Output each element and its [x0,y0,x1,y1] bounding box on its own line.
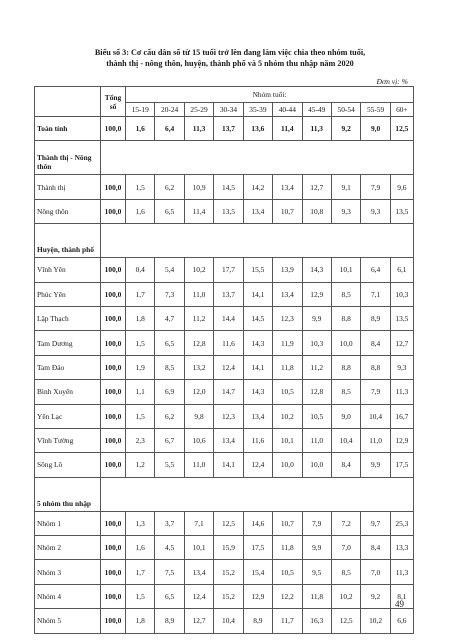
row-total: 100,0 [101,584,126,608]
cell-value: 13,4 [243,199,272,223]
row-label: Vĩnh Yên [35,258,101,282]
cell-value: 12,2 [273,584,302,608]
cell-value: 7,3 [155,282,184,306]
row-total: 100,0 [101,355,126,379]
cell-value: 6,5 [155,584,184,608]
cell-value: 7,2 [331,511,360,535]
row-label: Thành thị [35,175,101,199]
cell-value: 1,6 [126,536,155,560]
cell-value: 14,7 [214,380,243,404]
cell-value: 11,3 [390,380,413,404]
row-total: 100,0 [101,609,126,633]
cell-value: 12,3 [273,306,302,330]
cell-value: 9,2 [331,117,360,141]
cell-value: 4,5 [155,536,184,560]
row-label: Tam Dương [35,331,101,355]
table-row [35,380,414,404]
cell-value: 0,4 [126,258,155,282]
cell-value: 11,2 [184,306,213,330]
table-row [35,258,414,282]
header-age-group: Nhóm tuổi: [126,87,414,103]
cell-value: 13,4 [273,282,302,306]
table-row [35,560,414,584]
cell-value: 9,9 [302,306,331,330]
cell-value: 16,7 [390,404,413,428]
cell-value: 10,0 [302,453,331,477]
section-row [35,477,414,511]
section-row [35,141,414,175]
row-total: 100,0 [101,306,126,330]
row-label: Tam Đảo [35,355,101,379]
cell-value: 8,5 [331,380,360,404]
row-label: Nông thôn [35,199,101,223]
cell-value: 10,0 [331,331,360,355]
cell-value: 13,6 [243,117,272,141]
row-total: 100,0 [101,511,126,535]
cell-value: 11,6 [214,331,243,355]
cell-value: 12,9 [243,584,272,608]
cell-value: 1,8 [126,306,155,330]
cell-value: 1,6 [126,199,155,223]
cell-value: 15,2 [214,560,243,584]
cell-value: 6,6 [390,609,413,633]
cell-value: 10,3 [302,331,331,355]
cell-value: 8,9 [361,306,390,330]
cell-value: 14,2 [243,175,272,199]
cell-value: 14,3 [243,380,272,404]
cell-value: 12,7 [390,331,413,355]
header-age-3: 30-34 [214,103,243,117]
cell-value: 13,9 [273,258,302,282]
cell-value: 12,0 [184,380,213,404]
row-label: Sông Lô [35,453,101,477]
cell-value: 10,4 [331,428,360,452]
cell-value: 9,3 [331,199,360,223]
cell-value: 9,0 [361,117,390,141]
cell-value: 10,8 [302,199,331,223]
cell-value: 11,0 [302,428,331,452]
cell-value: 15,2 [214,584,243,608]
cell-value: 10,2 [331,584,360,608]
cell-value: 9,3 [361,199,390,223]
cell-value: 5,4 [155,258,184,282]
cell-value: 17,5 [243,536,272,560]
cell-value: 7,1 [184,511,213,535]
row-label: Bình Xuyên [35,380,101,404]
row-label: Nhóm 5 [35,609,101,633]
cell-value: 14,5 [214,175,243,199]
cell-value: 12,4 [214,355,243,379]
section-blank [101,477,414,511]
table-row [35,453,414,477]
cell-value: 14,1 [243,355,272,379]
cell-value: 6,1 [390,258,413,282]
cell-value: 17,7 [214,258,243,282]
row-total: 100,0 [101,331,126,355]
cell-value: 10,1 [331,258,360,282]
table-row [35,306,414,330]
table-title [40,47,420,69]
cell-value: 6,2 [155,404,184,428]
cell-value: 9,6 [390,175,413,199]
cell-value: 10,5 [273,560,302,584]
table-row [35,117,414,141]
table-row [35,584,414,608]
cell-value: 25,3 [390,511,413,535]
cell-value: 8,9 [155,609,184,633]
cell-value: 14,3 [302,258,331,282]
cell-value: 8,8 [331,306,360,330]
cell-value: 10,2 [361,609,390,633]
cell-value: 8,1 [390,584,413,608]
row-total: 100,0 [101,428,126,452]
header-empty [35,87,101,117]
cell-value: 3,7 [155,511,184,535]
cell-value: 15,4 [243,560,272,584]
cell-value: 14,6 [243,511,272,535]
row-label: Yên Lạc [35,404,101,428]
cell-value: 8,8 [331,355,360,379]
cell-value: 6,4 [361,258,390,282]
cell-value: 14,5 [243,306,272,330]
cell-value: 10,1 [184,536,213,560]
cell-value: 12,4 [184,584,213,608]
cell-value: 12,5 [214,511,243,535]
page-number: 49 [395,599,404,609]
cell-value: 13,4 [273,175,302,199]
table-row [35,355,414,379]
cell-value: 7,5 [155,560,184,584]
header-age-8: 55-59 [361,103,390,117]
cell-value: 1,7 [126,560,155,584]
row-label: Nhóm 4 [35,584,101,608]
row-label: Vĩnh Tường [35,428,101,452]
cell-value: 10,7 [273,511,302,535]
row-label: Nhóm 1 [35,511,101,535]
cell-value: 9,5 [302,560,331,584]
cell-value: 12,7 [302,175,331,199]
cell-value: 1,8 [126,609,155,633]
cell-value: 11,7 [273,609,302,633]
section-row [35,224,414,258]
row-total: 100,0 [101,117,126,141]
cell-value: 10,5 [273,380,302,404]
cell-value: 7,9 [361,175,390,199]
cell-value: 11,3 [390,560,413,584]
cell-value: 12,8 [302,380,331,404]
row-label: Nhóm 2 [35,536,101,560]
cell-value: 1,7 [126,282,155,306]
cell-value: 1,3 [126,511,155,535]
cell-value: 1,5 [126,175,155,199]
cell-value: 11,2 [302,355,331,379]
cell-value: 11,0 [361,428,390,452]
cell-value: 10,4 [214,609,243,633]
cell-value: 13,4 [184,560,213,584]
cell-value: 11,3 [184,117,213,141]
cell-value: 12,5 [390,117,413,141]
cell-value: 11,4 [184,199,213,223]
cell-value: 1,2 [126,453,155,477]
cell-value: 9,7 [361,511,390,535]
cell-value: 2,3 [126,428,155,452]
cell-value: 6,4 [155,117,184,141]
cell-value: 7,0 [361,560,390,584]
cell-value: 10,9 [184,175,213,199]
cell-value: 11,3 [302,117,331,141]
cell-value: 8,4 [361,536,390,560]
section-blank [101,141,414,175]
cell-value: 1,6 [126,117,155,141]
cell-value: 5,5 [155,453,184,477]
cell-value: 10,1 [273,428,302,452]
cell-value: 11,9 [273,331,302,355]
cell-value: 13,2 [184,355,213,379]
cell-value: 1,5 [126,404,155,428]
section-label: Huyện, thành phố [35,224,101,258]
cell-value: 12,3 [214,404,243,428]
cell-value: 4,7 [155,306,184,330]
row-total: 100,0 [101,453,126,477]
row-label: Lập Thạch [35,306,101,330]
cell-value: 11,8 [273,536,302,560]
cell-value: 9,9 [302,536,331,560]
header-age-6: 45-49 [302,103,331,117]
cell-value: 10,3 [390,282,413,306]
header-total: Tổng số [101,87,126,117]
cell-value: 8,5 [331,282,360,306]
table-row [35,404,414,428]
cell-value: 10,5 [302,404,331,428]
cell-value: 1,5 [126,331,155,355]
cell-value: 10,2 [184,258,213,282]
cell-value: 6,9 [155,380,184,404]
cell-value: 1,9 [126,355,155,379]
cell-value: 7,9 [361,380,390,404]
header-age-0: 15-19 [126,103,155,117]
section-label: 5 nhóm thu nhập [35,477,101,511]
cell-value: 16,3 [302,609,331,633]
cell-value: 7,1 [361,282,390,306]
cell-value: 8,9 [243,609,272,633]
row-label: Toàn tỉnh [35,117,101,141]
cell-value: 13,4 [214,428,243,452]
cell-value: 12,7 [184,609,213,633]
row-total: 100,0 [101,199,126,223]
header-age-5: 40-44 [273,103,302,117]
header-age-1: 20-24 [155,103,184,117]
row-label: Phúc Yên [35,282,101,306]
cell-value: 15,5 [243,258,272,282]
title-line-2: thành thị - nông thôn, huyện, thành phố và 5 nhóm thu nhập năm 2020 [106,59,354,68]
cell-value: 9,8 [184,404,213,428]
cell-value: 13,7 [214,117,243,141]
section-label: Thành thị - Nông thôn [35,141,101,175]
cell-value: 10,6 [184,428,213,452]
cell-value: 13,3 [390,536,413,560]
cell-value: 11,0 [184,453,213,477]
cell-value: 6,2 [155,175,184,199]
row-total: 100,0 [101,380,126,404]
table-row [35,428,414,452]
cell-value: 14,4 [214,306,243,330]
table-row [35,175,414,199]
cell-value: 15,9 [214,536,243,560]
table-row [35,536,414,560]
row-total: 100,0 [101,175,126,199]
section-blank [101,224,414,258]
table-row [35,609,414,633]
cell-value: 13,5 [390,306,413,330]
table-row [35,199,414,223]
cell-value: 10,7 [273,199,302,223]
cell-value: 8,5 [331,560,360,584]
cell-value: 10,4 [361,404,390,428]
table-row [35,331,414,355]
row-total: 100,0 [101,536,126,560]
cell-value: 14,1 [214,453,243,477]
table-row [35,511,414,535]
cell-value: 10,0 [273,453,302,477]
row-total: 100,0 [101,560,126,584]
cell-value: 10,2 [273,404,302,428]
cell-value: 14,3 [243,331,272,355]
header-age-4: 35-39 [243,103,272,117]
header-age-7: 50-54 [331,103,360,117]
cell-value: 17,5 [390,453,413,477]
cell-value: 11,0 [184,282,213,306]
cell-value: 9,2 [361,584,390,608]
unit-label: Đơn vị: % [376,77,408,86]
cell-value: 7,9 [302,511,331,535]
cell-value: 13,5 [214,199,243,223]
cell-value: 9,0 [331,404,360,428]
cell-value: 11,8 [302,584,331,608]
cell-value: 13,7 [214,282,243,306]
cell-value: 6,5 [155,331,184,355]
row-label: Nhóm 3 [35,560,101,584]
cell-value: 12,9 [302,282,331,306]
cell-value: 8,4 [331,453,360,477]
cell-value: 6,5 [155,199,184,223]
cell-value: 9,9 [361,453,390,477]
header-age-9: 60+ [390,103,413,117]
row-total: 100,0 [101,258,126,282]
cell-value: 8,8 [361,355,390,379]
row-total: 100,0 [101,282,126,306]
cell-value: 11,4 [273,117,302,141]
row-total: 100,0 [101,404,126,428]
cell-value: 14,1 [243,282,272,306]
cell-value: 12,8 [184,331,213,355]
cell-value: 1,1 [126,380,155,404]
cell-value: 6,7 [155,428,184,452]
cell-value: 8,4 [361,331,390,355]
cell-value: 1,5 [126,584,155,608]
cell-value: 12,9 [390,428,413,452]
cell-value: 12,5 [331,609,360,633]
table-body [35,117,414,634]
cell-value: 9,3 [390,355,413,379]
cell-value: 12,4 [243,453,272,477]
data-table [34,86,414,634]
cell-value: 8,5 [155,355,184,379]
header-age-2: 25-29 [184,103,213,117]
title-line-1: Biểu số 3: Cơ cấu dân số từ 15 tuổi trở lên đang làm việc chia theo nhóm tuổi, [94,48,366,57]
cell-value: 11,6 [243,428,272,452]
cell-value: 11,8 [273,355,302,379]
cell-value: 13,5 [390,199,413,223]
cell-value: 13,4 [243,404,272,428]
cell-value: 7,0 [331,536,360,560]
table-row [35,282,414,306]
cell-value: 9,1 [331,175,360,199]
